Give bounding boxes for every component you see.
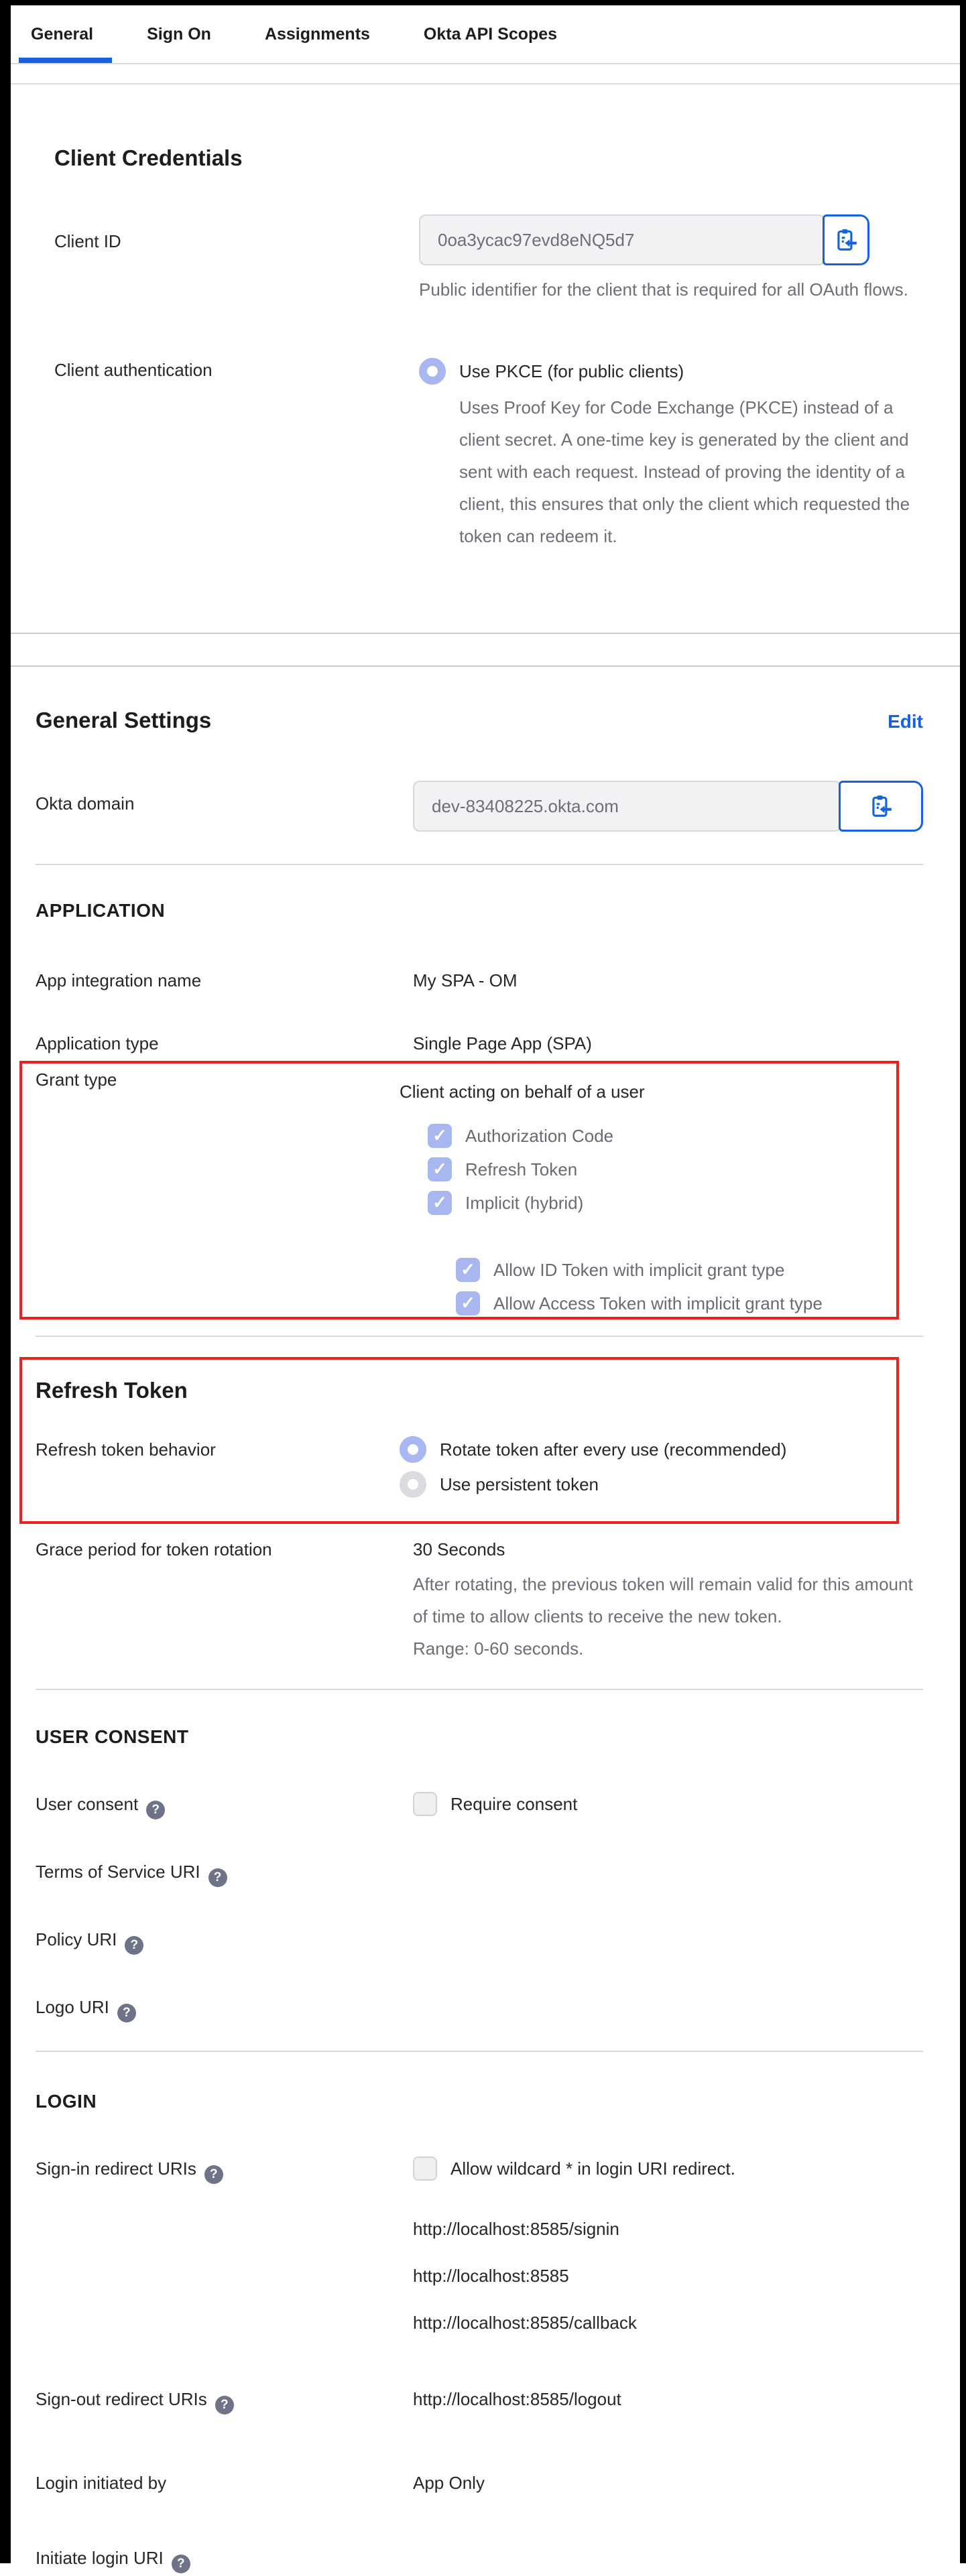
copy-to-clipboard-icon <box>868 793 894 819</box>
general-settings-heading: General Settings <box>36 708 212 732</box>
login-initiated-row <box>36 2471 923 2495</box>
refresh-token-annotation-box <box>19 1357 899 1524</box>
implicit-hybrid-checkbox[interactable] <box>428 1191 452 1215</box>
tos-uri-label <box>36 1860 413 1887</box>
client-credentials-card <box>11 83 960 634</box>
refresh-token-behavior-row <box>36 1436 896 1498</box>
policy-uri-label-text: Policy URI <box>36 1929 117 1949</box>
allow-id-token-checkbox[interactable] <box>456 1258 480 1282</box>
copy-okta-domain-button[interactable] <box>839 781 923 832</box>
copy-client-id-button[interactable] <box>823 214 869 265</box>
grant-checkbox-row <box>428 1191 896 1215</box>
persistent-token-label[interactable]: Use persistent token <box>440 1474 599 1494</box>
client-authentication-label: Client authentication <box>54 360 213 380</box>
pkce-radio[interactable] <box>419 358 446 385</box>
client-credentials-heading: Client Credentials <box>54 145 243 170</box>
client-id-label: Client ID <box>54 231 121 251</box>
check-icon: ✓ <box>461 1259 475 1279</box>
signout-redirect-label-text: Sign-out redirect URIs <box>36 2389 207 2409</box>
tos-uri-label-text: Terms of Service URI <box>36 1862 200 1882</box>
copy-to-clipboard-icon <box>833 227 859 253</box>
grace-period-row <box>36 1537 923 1665</box>
implicit-checkbox-row <box>456 1258 896 1282</box>
help-icon[interactable]: ? <box>204 2165 223 2184</box>
tab-sign-on[interactable]: Sign On <box>147 24 211 44</box>
persistent-token-radio[interactable] <box>400 1471 426 1498</box>
policy-uri-label <box>36 1927 413 1955</box>
initiate-login-row <box>36 2546 923 2573</box>
grace-period-range: Range: 0-60 seconds. <box>413 1638 584 1659</box>
login-heading: LOGIN <box>36 2091 97 2112</box>
require-consent-checkbox[interactable] <box>413 1792 437 1816</box>
user-consent-label <box>36 1792 413 1819</box>
refresh-token-heading: Refresh Token <box>36 1378 188 1403</box>
logo-uri-label <box>36 1995 413 2022</box>
rotate-token-radio[interactable] <box>400 1436 426 1463</box>
authorization-code-label: Authorization Code <box>465 1126 614 1146</box>
user-consent-label-text: User consent <box>36 1794 139 1814</box>
app-integration-name-label: App integration name <box>36 970 202 990</box>
client-id-row <box>54 214 913 306</box>
grace-period-label: Grace period for token rotation <box>36 1539 272 1559</box>
logo-uri-row <box>36 1995 923 2022</box>
section-divider <box>36 864 923 865</box>
initiate-login-label <box>36 2546 413 2573</box>
refresh-token-checkbox[interactable] <box>428 1157 452 1181</box>
check-icon: ✓ <box>432 1192 447 1212</box>
grace-period-value: 30 Seconds <box>413 1539 505 1559</box>
client-authentication-row <box>54 358 913 552</box>
application-type-value: Single Page App (SPA) <box>413 1033 592 1053</box>
initiate-login-label-text: Initiate login URI <box>36 2548 164 2568</box>
okta-domain-row <box>36 781 923 832</box>
tab-assignments[interactable]: Assignments <box>264 24 370 44</box>
logo-uri-label-text: Logo URI <box>36 1997 109 2017</box>
refresh-token-label: Refresh Token <box>465 1159 578 1179</box>
general-settings-card <box>11 665 960 2573</box>
signin-uri: http://localhost:8585/signin <box>413 2219 619 2239</box>
help-icon[interactable]: ? <box>117 2004 136 2022</box>
signin-redirect-label <box>36 2156 413 2184</box>
help-icon[interactable]: ? <box>215 2396 234 2414</box>
tos-uri-row <box>36 1860 923 1887</box>
grant-type-intro: Client acting on behalf of a user <box>400 1082 645 1102</box>
signin-redirect-label-text: Sign-in redirect URIs <box>36 2159 196 2179</box>
allow-access-token-label: Allow Access Token with implicit grant type <box>493 1293 823 1313</box>
client-id-input[interactable]: 0oa3ycac97evd8eNQ5d7 <box>419 214 825 265</box>
signout-uri: http://localhost:8585/logout <box>413 2389 621 2409</box>
require-consent-label[interactable]: Require consent <box>450 1794 578 1814</box>
signout-redirect-label <box>36 2387 413 2414</box>
allow-access-token-checkbox[interactable] <box>456 1291 480 1315</box>
app-integration-name-value: My SPA - OM <box>413 970 518 990</box>
application-type-label: Application type <box>36 1033 159 1053</box>
allow-id-token-label: Allow ID Token with implicit grant type <box>493 1260 785 1280</box>
policy-uri-row <box>36 1927 923 1955</box>
section-divider <box>36 2051 923 2052</box>
tab-bar <box>11 5 960 64</box>
help-icon[interactable]: ? <box>208 1868 227 1887</box>
signin-uri: http://localhost:8585/callback <box>413 2313 637 2333</box>
client-id-help-text: Public identifier for the client that is required for all OAuth flows. <box>419 279 908 300</box>
help-icon[interactable]: ? <box>172 2555 190 2573</box>
allow-wildcard-label[interactable]: Allow wildcard * in login URI redirect. <box>450 2159 735 2179</box>
login-initiated-value: App Only <box>413 2473 485 2493</box>
check-icon: ✓ <box>432 1159 447 1179</box>
user-consent-row <box>36 1792 923 1819</box>
tab-okta-api-scopes[interactable]: Okta API Scopes <box>423 24 558 44</box>
help-icon[interactable]: ? <box>125 1936 143 1955</box>
okta-domain-label: Okta domain <box>36 793 135 814</box>
tab-general[interactable]: General <box>31 7 93 62</box>
signin-redirect-row <box>36 2156 923 2335</box>
edit-link[interactable]: Edit <box>888 711 923 732</box>
pkce-radio-label[interactable]: Use PKCE (for public clients) <box>459 361 684 381</box>
rotate-token-label[interactable]: Rotate token after every use (recommended) <box>440 1439 787 1460</box>
user-consent-heading: USER CONSENT <box>36 1726 189 1747</box>
pkce-description: Uses Proof Key for Code Exchange (PKCE) instead of a client secret. A one-time key is generated by the client and sent with each request. Instead of proving the identity of a client, this ensures that only the client which requested the token can redeem it. <box>459 397 910 546</box>
application-type-row <box>36 1031 923 1055</box>
grant-type-row <box>36 1068 896 1315</box>
grant-checkbox-row <box>428 1124 896 1148</box>
check-icon: ✓ <box>432 1125 447 1145</box>
section-divider <box>36 1336 923 1337</box>
section-divider <box>36 1689 923 1690</box>
login-initiated-label: Login initiated by <box>36 2473 167 2493</box>
grant-type-annotation-box <box>19 1061 899 1319</box>
signout-redirect-row <box>36 2387 923 2414</box>
implicit-checkbox-row <box>456 1291 896 1315</box>
application-heading: APPLICATION <box>36 900 166 921</box>
allow-wildcard-checkbox[interactable] <box>413 2156 437 2181</box>
signin-uri: http://localhost:8585 <box>413 2266 569 2286</box>
implicit-hybrid-label: Implicit (hybrid) <box>465 1193 584 1213</box>
grace-period-description: After rotating, the previous token will remain valid for this amount of time to allow clients to receive the new token. <box>413 1574 913 1626</box>
okta-domain-input[interactable]: dev-83408225.okta.com <box>413 781 841 832</box>
authorization-code-checkbox[interactable] <box>428 1124 452 1148</box>
okta-domain-field-group <box>413 781 923 832</box>
client-id-field-group <box>419 214 913 265</box>
help-icon[interactable]: ? <box>146 1801 165 1819</box>
refresh-token-behavior-label: Refresh token behavior <box>36 1439 216 1460</box>
app-integration-name-row <box>36 968 923 992</box>
grant-checkbox-row <box>428 1157 896 1181</box>
grant-type-label: Grant type <box>36 1070 117 1090</box>
check-icon: ✓ <box>461 1293 475 1313</box>
